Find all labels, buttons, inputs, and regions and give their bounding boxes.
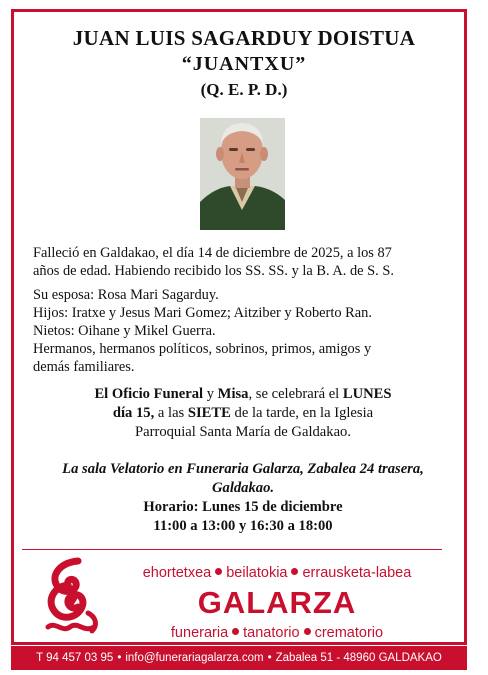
brand-services-bottom — [112, 625, 442, 641]
service-bold-date: día 15, — [112, 405, 155, 421]
funeral-service-info — [20, 385, 466, 442]
family-list — [33, 286, 453, 376]
service-tanatorio: tanatorio — [243, 625, 300, 641]
service-line-1 — [20, 385, 466, 404]
brand-divider — [22, 549, 442, 550]
bullet-icon — [215, 568, 222, 575]
service-bold-time: SIETE — [187, 405, 231, 421]
service-text-and: y — [203, 386, 218, 402]
footer-phone: T 94 457 03 95 — [36, 652, 114, 664]
service-line-2 — [20, 404, 466, 423]
service-line-3: Parroquial Santa María de Galdakao. — [135, 424, 351, 440]
contact-footer — [11, 646, 467, 670]
deceased-name: JUAN LUIS SAGARDUY DOISTUA — [72, 26, 416, 50]
service-ehortetxea: ehortetxea — [142, 565, 212, 581]
footer-address: Zabalea 51 - 48960 GALDAKAO — [275, 652, 442, 664]
vigil-line-2: Galdakao. — [211, 480, 275, 496]
galarza-logo-icon — [38, 557, 104, 639]
bullet-icon — [291, 568, 298, 575]
footer-email[interactable]: info@funerariagalarza.com — [125, 652, 264, 664]
death-line-2: años de edad. Habiendo recibido los SS. SS. y la B. A. de S. S. — [33, 263, 394, 279]
service-text-at: a las — [154, 405, 188, 421]
service-errausketa: errausketa-labea — [302, 565, 412, 581]
service-crematorio: crematorio — [314, 625, 384, 641]
service-funeraria: funeraria — [170, 625, 229, 641]
deceased-nickname: “JUANTXU” — [181, 53, 307, 75]
family-children: Hijos: Iratxe y Jesus Mari Gomez; Aitziber y Roberto Ran. — [33, 305, 372, 321]
family-grandchildren: Nietos: Oihane y Mikel Guerra. — [33, 323, 216, 339]
family-others: Hermanos, hermanos políticos, sobrinos, primos, amigos y — [33, 341, 372, 357]
service-bold-mass: Misa — [217, 386, 249, 402]
service-bold-funeral: El Oficio Funeral — [94, 386, 204, 402]
service-bold-day: LUNES — [342, 386, 392, 402]
vigil-info — [20, 460, 466, 536]
service-beilatokia: beilatokia — [226, 565, 288, 581]
bullet-icon — [232, 628, 239, 635]
vigil-line-1: La sala Velatorio en Funeraria Galarza, Zabalea 24 trasera, — [62, 461, 424, 477]
service-text-celebrate: , se celebrará el — [248, 386, 343, 402]
death-announcement — [33, 244, 453, 280]
bullet-icon — [304, 628, 311, 635]
vigil-schedule-hours: 11:00 a 13:00 y 16:30 a 18:00 — [153, 518, 333, 534]
family-others-cont: demás familiares. — [33, 359, 135, 375]
service-text-church: de la tarde, en la Iglesia — [230, 405, 374, 421]
deceased-photo — [200, 118, 285, 230]
brand-services-top — [112, 565, 442, 581]
death-line-1: Falleció en Galdakao, el día 14 de diciembre de 2025, a los 87 — [33, 245, 392, 261]
brand-name: GALARZA — [197, 585, 357, 620]
footer-separator: • — [267, 652, 272, 664]
vigil-schedule-label: Horario: Lunes 15 de diciembre — [143, 499, 343, 515]
family-spouse: Su esposa: Rosa Mari Sagarduy. — [33, 287, 219, 303]
qepd-text: (Q. E. P. D.) — [200, 80, 288, 99]
footer-separator: • — [117, 652, 122, 664]
